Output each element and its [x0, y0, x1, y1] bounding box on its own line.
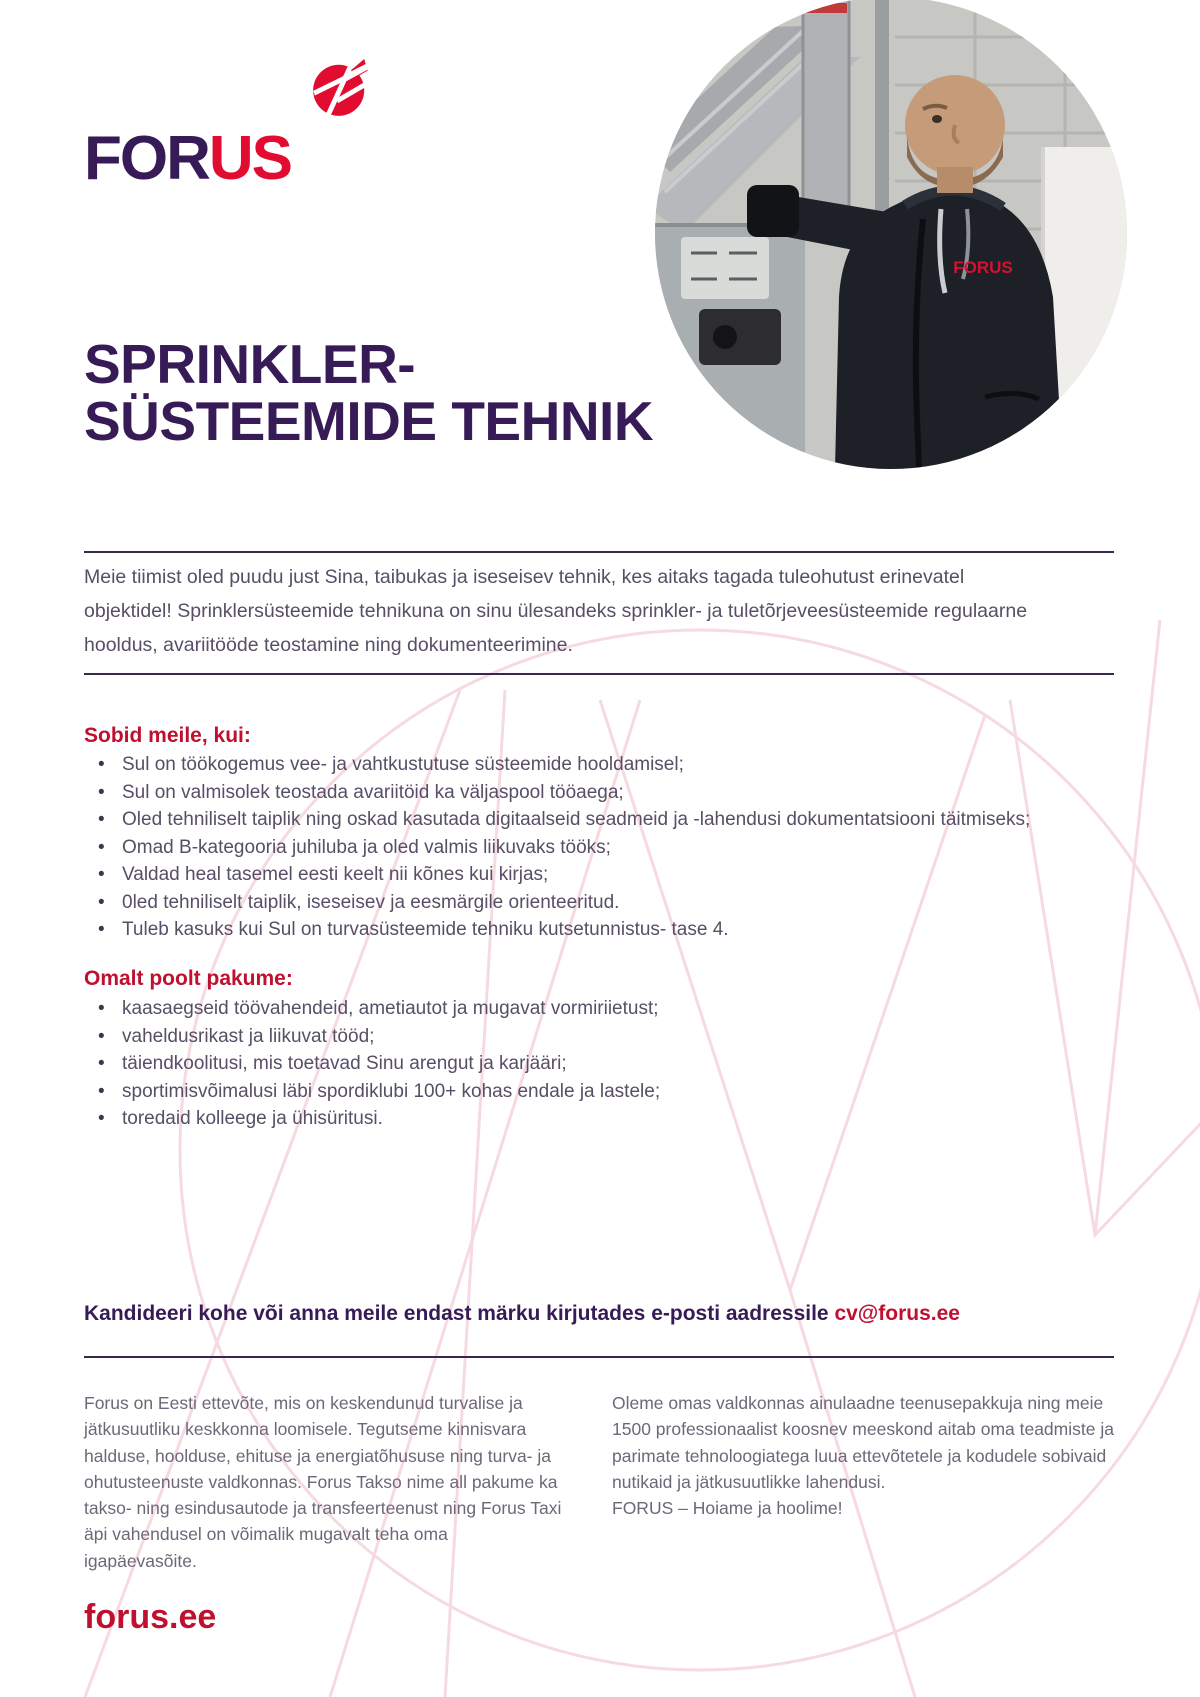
list-item-text: Valdad heal tasemel eesti keelt nii kõnes kui kirjas; — [122, 864, 549, 885]
list-item-text: sportimisvõimalusi läbi spordiklubi 100+ kohas endale ja lastele; — [122, 1080, 661, 1102]
list-item-text: Oled tehniliselt taiplik ning oskad kasutada digitaalseid seadmeid ja -lahendusi dokumentatsiooni täitmiseks; — [122, 809, 1031, 830]
title-line-2: SÜSTEEMIDE TEHNIK — [84, 390, 654, 452]
list-item — [98, 1023, 1058, 1051]
list-item — [98, 806, 1058, 834]
cta-text: Kandideeri kohe või anna meile endast märku kirjutades e-posti aadressile — [84, 1302, 829, 1325]
offer-list — [98, 995, 1058, 1133]
title-line-1: SPRINKLER- — [84, 333, 416, 395]
about-company-right — [612, 1390, 1132, 1521]
list-item — [98, 751, 1058, 779]
requirements-heading: Sobid meile, kui: — [84, 724, 251, 747]
bullet-dot: • — [98, 1108, 105, 1129]
about-right-paragraph: Oleme omas valdkonnas ainulaadne teenusepakkuja ning meie 1500 professionaalist koosnev meeskond aitab oma teadmiste ja parimate tehnoloogiatega luua ettevõtetele ja kodudele sobivaid nutikaid ja jätkusuutlikke lahendusi. — [612, 1393, 1114, 1492]
bullet-dot: • — [98, 754, 105, 775]
logo-text-for: FOR — [84, 124, 209, 193]
page-title — [84, 333, 654, 452]
divider-top — [84, 551, 1114, 553]
list-item — [98, 834, 1058, 862]
cta-email-link[interactable]: cv@forus.ee — [834, 1302, 960, 1325]
list-item — [98, 861, 1058, 889]
list-item-text: täiendkoolitusi, mis toetavad Sinu arengut ja karjääri; — [122, 1053, 567, 1074]
bullet-dot: • — [98, 919, 105, 940]
logo-wordmark — [84, 124, 292, 193]
bullet-dot: • — [98, 1053, 105, 1074]
bullet-dot: • — [98, 836, 105, 858]
website-link[interactable]: forus.ee — [84, 1598, 217, 1636]
intro-paragraph: Meie tiimist oled puudu just Sina, taibukas ja iseseisev tehnik, kes aitaks tagada tuleohutust erinevatel objektidel! Sprinklersüsteemide tehnikuna on sinu ülesandeks sprinkler- ja tuletõrjeveesüsteemide regulaarne hooldus, avariitööde teostamine ning dokumenteerimine. — [84, 566, 1028, 656]
list-item-text: Sul on valmisolek teostada avariitöid ka väljaspool tööaega; — [122, 781, 624, 803]
list-item — [98, 916, 1058, 944]
about-company-left: Forus on Eesti ettevõte, mis on keskendunud turvalise ja jätkusuutliku keskkonna loomisele. Tegutseme kinnisvara halduse, hoolduse, ehituse ja energiatõhususe ning turva- ja ohutusteenuste valdkonnas. Forus Takso nime all pakume ka takso- ning esindusautode ja transfeerteenust ning Forus Taxi äpi vahendusel on võimalik mugavalt teha oma igapäevasõite. — [84, 1393, 562, 1571]
list-item-text: Omad B-kategooria juhiluba ja oled valmis liikuvaks tööks; — [122, 836, 611, 858]
list-item — [98, 995, 1058, 1023]
list-item-text: toredaid kolleege ja ühisüritusi. — [122, 1108, 383, 1129]
bullet-dot: • — [98, 891, 105, 913]
bullet-dot: • — [98, 1080, 105, 1102]
list-item-text: Sul on töökogemus vee- ja vahtkustutuse süsteemide hooldamisel; — [122, 754, 684, 775]
jacket-logo-text: FORUS — [953, 258, 1013, 277]
about-tagline: FORUS – Hoiame ja hoolime! — [612, 1498, 843, 1519]
forus-leaf-icon — [312, 56, 370, 120]
list-item-text: vaheldusrikast ja liikuvat tööd; — [122, 1025, 375, 1047]
offer-heading: Omalt poolt pakume: — [84, 967, 293, 990]
list-item — [98, 1050, 1058, 1078]
divider-intro — [84, 673, 1114, 675]
divider-cta — [84, 1356, 1114, 1358]
bullet-dot: • — [98, 998, 105, 1019]
list-item — [98, 1105, 1058, 1133]
requirements-list — [98, 751, 1058, 944]
list-item — [98, 1078, 1058, 1106]
list-item — [98, 889, 1058, 917]
bullet-dot: • — [98, 781, 105, 803]
list-item-text: Tuleb kasuks kui Sul on turvasüsteemide tehniku kutsetunnistus- tase 4. — [122, 919, 729, 940]
bullet-dot: • — [98, 864, 105, 885]
bullet-dot: • — [98, 809, 105, 830]
cta-line — [84, 1302, 960, 1326]
list-item — [98, 779, 1058, 807]
technician-photo — [655, 0, 1127, 469]
logo-text-us: US — [208, 124, 292, 193]
bullet-dot: • — [98, 1025, 105, 1047]
list-item-text: 0led tehniliselt taiplik, iseseisev ja eesmärgile orienteeritud. — [122, 891, 620, 913]
list-item-text: kaasaegseid töövahendeid, ametiautot ja mugavat vormiriietust; — [122, 998, 659, 1019]
